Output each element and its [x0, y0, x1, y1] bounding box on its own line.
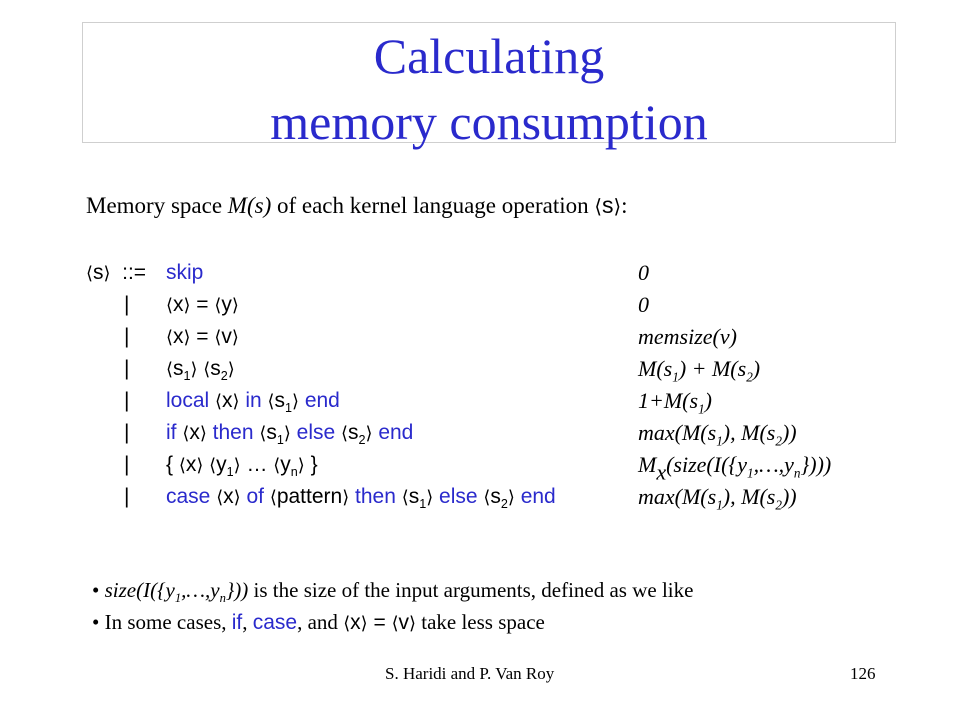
grammar-bar: |: [124, 453, 130, 476]
bullet-less-space: • In some cases, if, case, and ⟨x⟩ = ⟨v⟩ take less space: [92, 610, 545, 634]
production-sequence: $⟨s_1⟩$ $⟨s_2⟩$: [166, 357, 235, 384]
intro-text: Memory space M(s) of each kernel language operation ⟨s⟩:: [86, 192, 628, 218]
grammar-bar: |: [124, 357, 130, 380]
cost-local: $1+M(s_1)$: [638, 388, 712, 417]
production-bind-var: ⟨x⟩ = ⟨y⟩: [166, 293, 239, 316]
production-bind-value: ⟨x⟩ = ⟨v⟩: [166, 325, 239, 348]
production-case: case ⟨x⟩ of ⟨pattern⟩ then $⟨s_1⟩$ else $⟨s_2⟩$ end: [166, 485, 556, 512]
grammar-bar: |: [124, 485, 130, 508]
production-call: { ⟨x⟩ $⟨y_1⟩$ … $⟨y_n⟩$ }: [166, 453, 318, 480]
cost-skip: 0: [638, 260, 649, 285]
page-number: 126: [850, 664, 876, 683]
cost-bind-var: 0: [638, 292, 649, 317]
grammar-bar: |: [124, 421, 130, 444]
grammar-bar: |: [124, 389, 130, 412]
cost-sequence: $M(s_1) + M(s_2)$: [638, 356, 761, 385]
bullet-size-definition: • $size(I(\{y_1,\dots,y_n\}))$ is the size of the input arguments, defined as we like: [92, 578, 694, 606]
cost-if: $\max(M(s_1)$, $M(s_2)$): [638, 420, 797, 449]
production-skip: skip: [166, 261, 204, 284]
grammar-lhs: ⟨s⟩ ::=: [86, 261, 147, 284]
grammar-bar: |: [124, 325, 130, 348]
footer-author: S. Haridi and P. Van Roy: [385, 664, 555, 683]
cost-case: $\max(M(s_1)$, $M(s_2)$): [638, 484, 797, 513]
production-local: local ⟨x⟩ in $⟨s_1⟩$ end: [166, 389, 340, 416]
cost-bind-value: memsize(v): [638, 324, 737, 349]
cost-call: $Mx(size(I(\{y_1,\dots,y_n\})))$: [638, 452, 832, 485]
slide-title-line-1: Calculating: [373, 28, 605, 84]
grammar-bar: |: [124, 293, 130, 316]
slide-title-line-2: memory consumption: [270, 94, 708, 150]
production-if: if ⟨x⟩ then $⟨s_1⟩$ else $⟨s_2⟩$ end: [166, 421, 414, 448]
